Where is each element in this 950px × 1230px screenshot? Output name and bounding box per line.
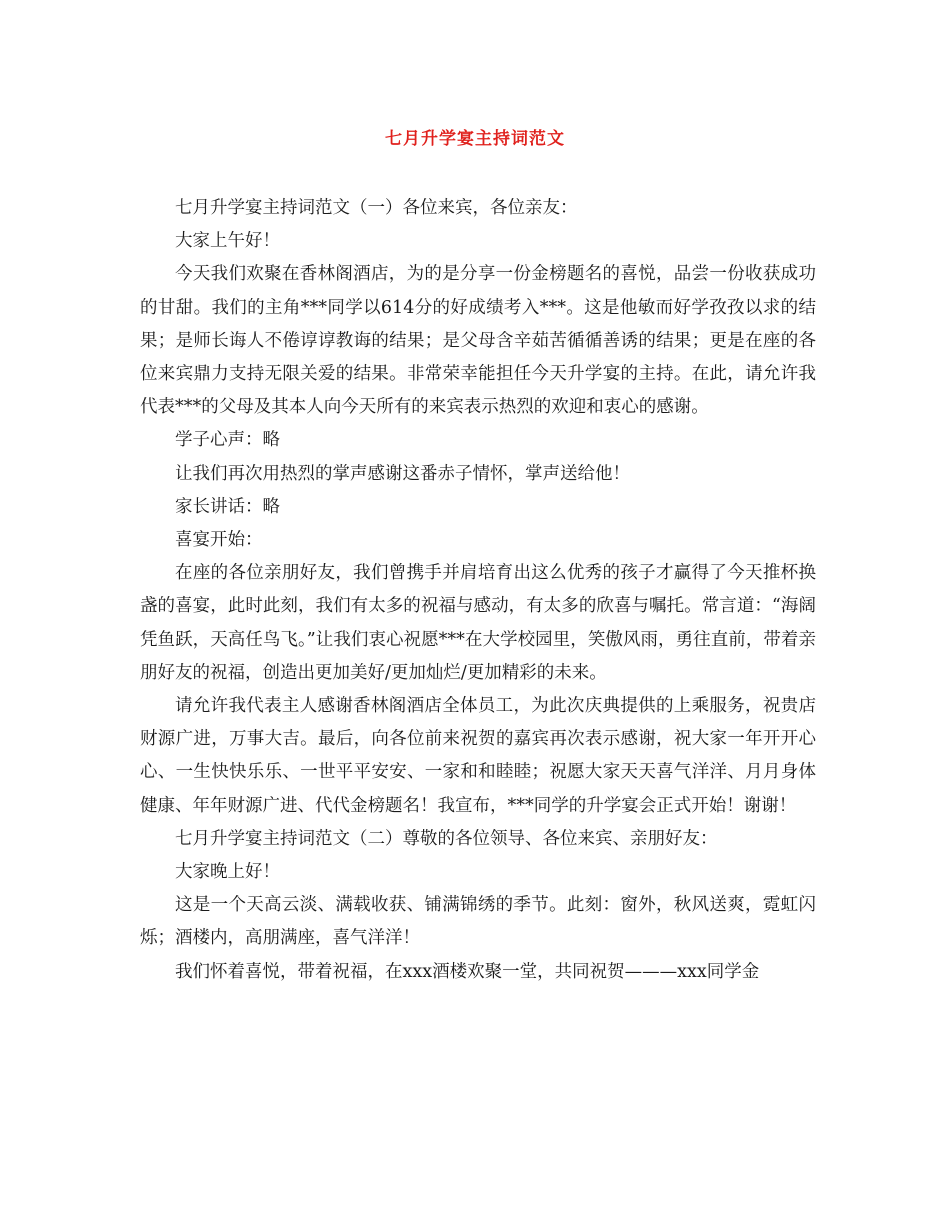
paragraph-thanks: 请允许我代表主人感谢香林阁酒店全体员工，为此次庆典提供的上乘服务，祝贵店财源广进，万事大吉。最后，向各位前来祝贺的嘉宾再次表示感谢，祝大家一年开开心心、一生快快乐乐、一世平平安安、一家和和睦睦；祝愿大家天天喜气洋洋、月月身体健康、年年财源广进、代代金榜题名！我宣布，***同学的升学宴会正式开始！谢谢！ — [140, 696, 816, 816]
paragraph-greeting-2: 大家晚上好！ — [175, 862, 280, 883]
paragraph-blessing: 在座的各位亲朋好友，我们曾携手并肩培育出这么优秀的孩子才赢得了今天推杯换盏的喜宴，此时此刻，我们有太多的祝福与感动，有太多的欣喜与嘱托。常言道：“海阔凭鱼跃，天高任鸟飞。”让我们衷心祝愿***在大学校园里，笑傲风雨，勇往直前，带着亲朋好友的祝福，创造出更加美好/更加灿烂/更加精彩的未来。 — [140, 563, 816, 683]
paragraph-greeting-1: 大家上午好！ — [175, 231, 280, 252]
paragraph-parent-speech: 家长讲话：略 — [175, 496, 280, 517]
paragraph-banquet-start: 喜宴开始： — [175, 530, 263, 551]
paragraph-season: 这是一个天高云淡、满载收获、铺满锦绣的季节。此刻：窗外，秋风送爽，霓虹闪烁；酒楼内，高朋满座，喜气洋洋！ — [140, 895, 816, 949]
paragraph-welcome: 今天我们欢聚在香林阁酒店，为的是分享一份金榜题名的喜悦，品尝一份收获成功的甘甜。我们的主角***同学以614分的好成绩考入***。这是他敏而好学孜孜以求的结果；是师长诲人不倦谆谆教诲的结果；是父母含辛茹苦循循善诱的结果；更是在座的各位来宾鼎力支持无限关爱的结果。非常荣幸能担任今天升学宴的主持。在此，请允许我代表***的父母及其本人向今天所有的来宾表示热烈的欢迎和衷心的感谢。 — [140, 264, 816, 418]
paragraph-intro-1: 七月升学宴主持词范文（一）各位来宾，各位亲友： — [175, 198, 578, 218]
paragraph-gathering: 我们怀着喜悦，带着祝福，在xxx酒楼欢聚一堂，共同祝贺———xxx同学金 — [175, 961, 760, 982]
paragraph-intro-2: 七月升学宴主持词范文（二）尊敬的各位领导、各位来宾、亲朋好友： — [175, 828, 718, 849]
document-body — [140, 192, 816, 989]
document-title: 七月升学宴主持词范文 — [385, 129, 565, 149]
paragraph-student-speech: 学子心声：略 — [175, 430, 280, 451]
paragraph-applause: 让我们再次用热烈的掌声感谢这番赤子情怀，掌声送给他！ — [175, 463, 630, 484]
